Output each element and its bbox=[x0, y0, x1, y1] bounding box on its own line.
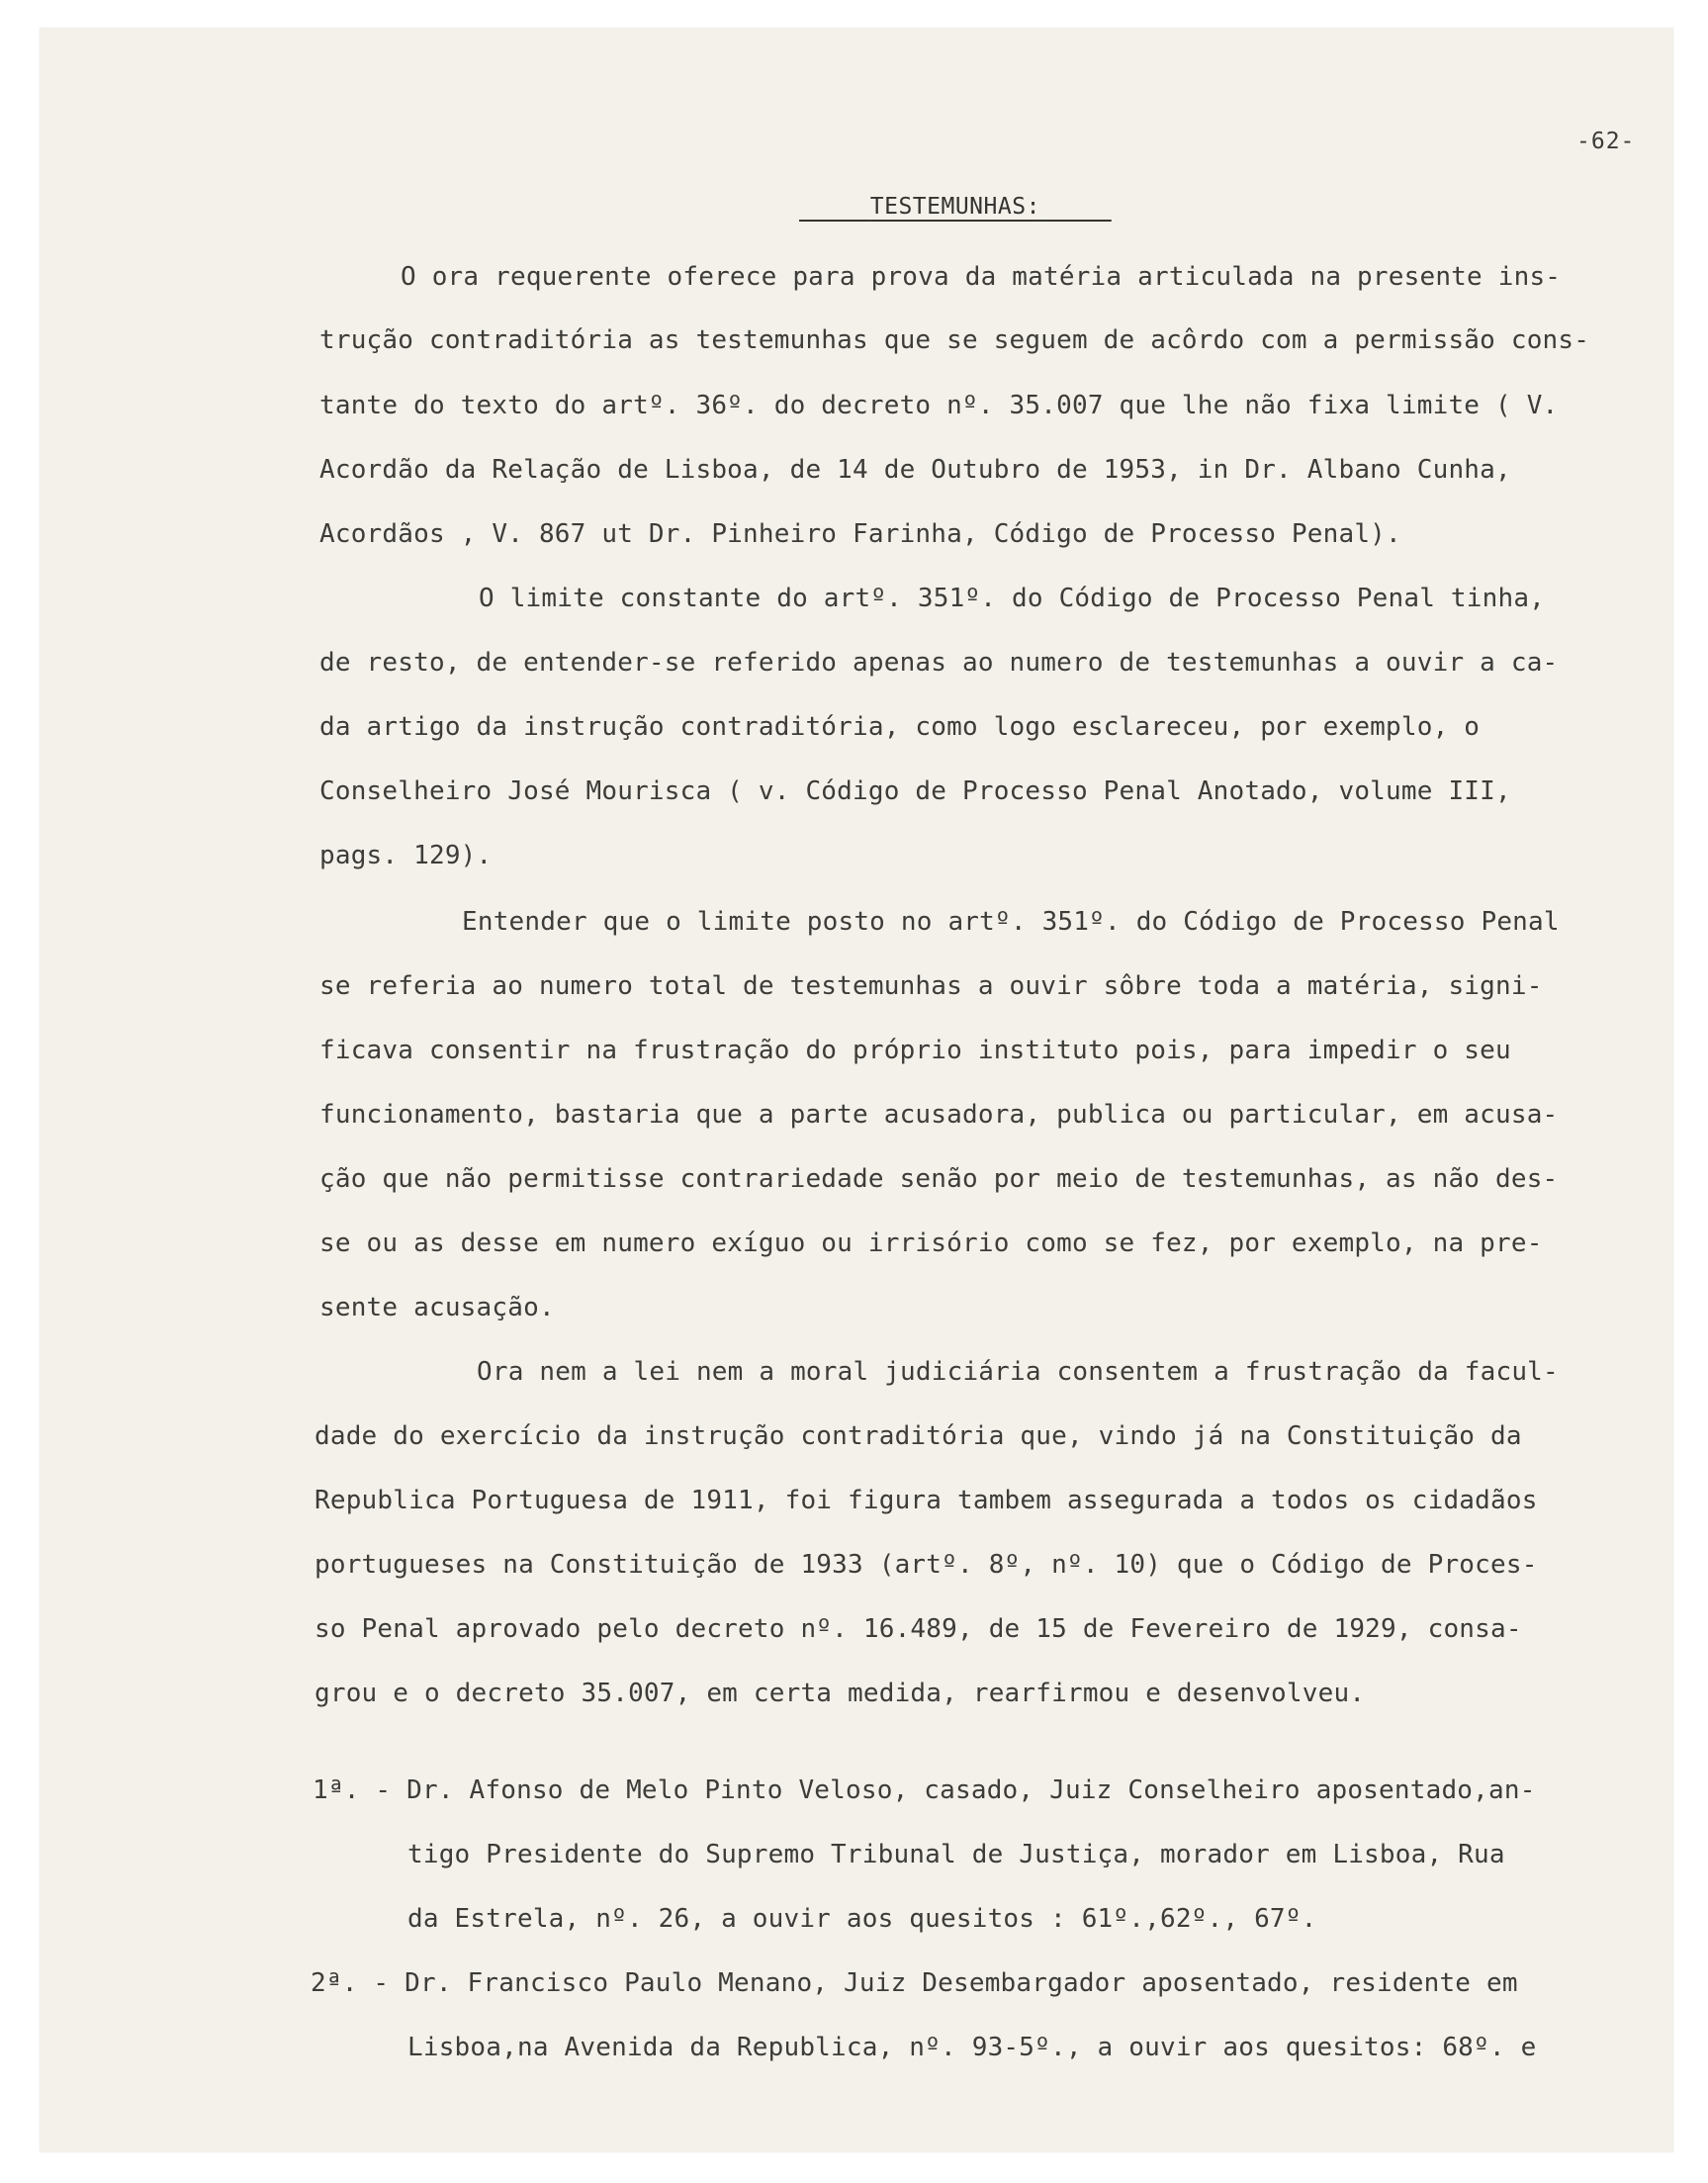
text-line: so Penal aprovado pelo decreto nº. 16.489, de 15 de Fevereiro de 1929, consa- bbox=[315, 1614, 1522, 1644]
witness-entry-continuation: tigo Presidente do Supremo Tribunal de Justiça, morador em Lisboa, Rua bbox=[407, 1840, 1505, 1869]
text-line: sente acusação. bbox=[319, 1293, 555, 1322]
text-line: ção que não permitisse contrariedade senão por meio de testemunhas, as não des- bbox=[319, 1164, 1559, 1194]
text-line: Republica Portuguesa de 1911, foi figura tambem assegurada a todos os cidadãos bbox=[315, 1486, 1538, 1515]
text-line: grou e o decreto 35.007, em certa medida, rearfirmou e desenvolveu. bbox=[315, 1679, 1366, 1708]
text-line: funcionamento, bastaria que a parte acusadora, publica ou particular, em acusa- bbox=[319, 1100, 1559, 1130]
text-line: O limite constante do artº. 351º. do Código de Processo Penal tinha, bbox=[479, 584, 1546, 613]
text-line: de resto, de entender-se referido apenas ao numero de testemunhas a ouvir a ca- bbox=[319, 648, 1559, 678]
text-line: trução contraditória as testemunhas que se seguem de acôrdo com a permissão cons- bbox=[319, 325, 1590, 355]
witness-entry: 1ª. - Dr. Afonso de Melo Pinto Veloso, casado, Juiz Conselheiro aposentado,an- bbox=[313, 1775, 1536, 1805]
text-line: se referia ao numero total de testemunhas a ouvir sôbre toda a matéria, signi- bbox=[319, 971, 1543, 1001]
text-line: se ou as desse em numero exíguo ou irrisório como se fez, por exemplo, na pre- bbox=[319, 1228, 1543, 1258]
text-line: da artigo da instrução contraditória, como logo esclareceu, por exemplo, o bbox=[319, 712, 1481, 742]
page-number: -62- bbox=[1576, 129, 1636, 154]
text-line: Ora nem a lei nem a moral judiciária consentem a frustração da facul- bbox=[477, 1357, 1559, 1387]
text-line: portugueses na Constituição de 1933 (artº. 8º, nº. 10) que o Código de Proces- bbox=[315, 1550, 1538, 1580]
witness-entry-continuation: Lisboa,na Avenida da Republica, nº. 93-5º., a ouvir aos quesitos: 68º. e bbox=[407, 2033, 1537, 2062]
text-line: ficava consentir na frustração do próprio instituto pois, para impedir o seu bbox=[319, 1036, 1511, 1065]
section-heading: TESTEMUNHAS: bbox=[869, 194, 1040, 220]
witness-entry: 2ª. - Dr. Francisco Paulo Menano, Juiz Desembargador aposentado, residente em bbox=[311, 1968, 1518, 1998]
text-line: tante do texto do artº. 36º. do decreto nº. 35.007 que lhe não fixa limite ( V. bbox=[319, 391, 1559, 420]
text-line: O ora requerente oferece para prova da matéria articulada na presente ins- bbox=[401, 262, 1562, 292]
text-line: pags. 129). bbox=[319, 841, 493, 870]
text-line: Acordãos , V. 867 ut Dr. Pinheiro Farinha, Código de Processo Penal). bbox=[319, 519, 1401, 549]
text-line: Entender que o limite posto no artº. 351º. do Código de Processo Penal bbox=[462, 907, 1560, 937]
text-line: Conselheiro José Mourisca ( v. Código de Processo Penal Anotado, volume III, bbox=[319, 776, 1511, 806]
text-line: dade do exercício da instrução contraditória que, vindo já na Constituição da bbox=[315, 1421, 1522, 1451]
witness-entry-continuation: da Estrela, nº. 26, a ouvir aos quesitos : 61º.,62º., 67º. bbox=[407, 1904, 1317, 1934]
text-line: Acordão da Relação de Lisboa, de 14 de Outubro de 1953, in Dr. Albano Cunha, bbox=[319, 455, 1511, 485]
